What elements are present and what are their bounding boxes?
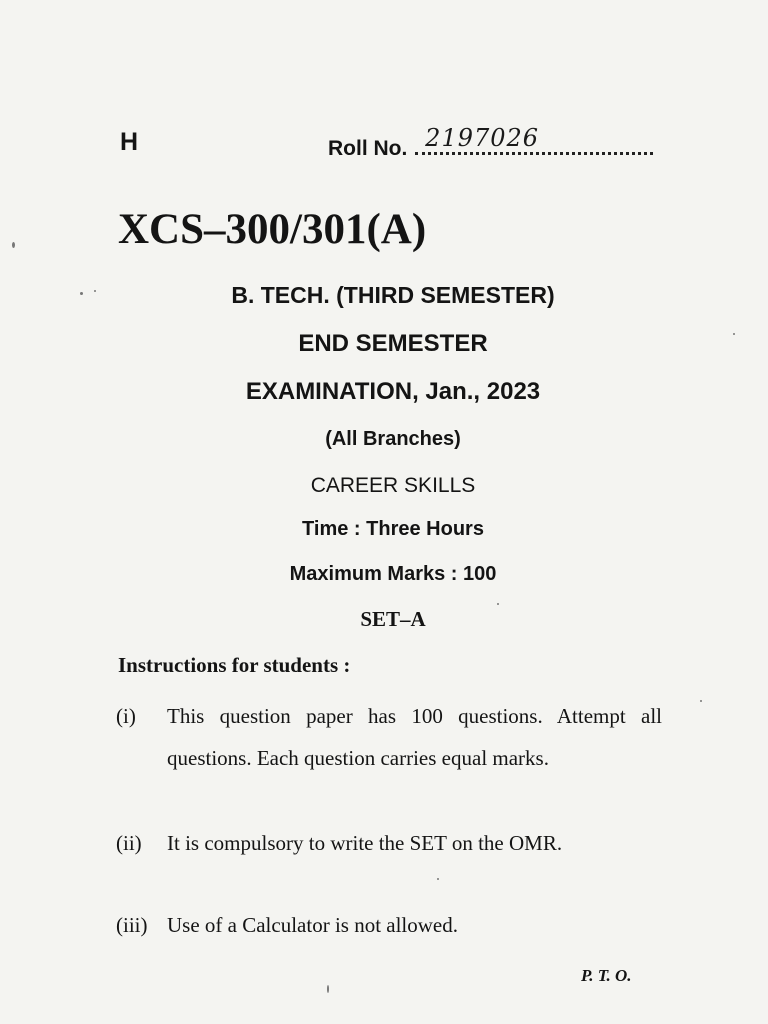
instructions-heading: Instructions for students : bbox=[118, 653, 351, 677]
instruction-item bbox=[116, 904, 662, 946]
scan-speck bbox=[12, 242, 15, 248]
degree-line: B. TECH. (THIRD SEMESTER) bbox=[231, 282, 555, 308]
examination-line: EXAMINATION, Jan., 2023 bbox=[245, 378, 541, 405]
maximum-marks: Maximum Marks : 100 bbox=[289, 563, 497, 585]
instruction-number: (i) bbox=[116, 704, 136, 728]
instruction-text: It is compulsory to write the SET on the OMR. bbox=[167, 831, 563, 855]
end-semester-line: END SEMESTER bbox=[298, 330, 488, 357]
branches-line: (All Branches) bbox=[325, 428, 461, 450]
instruction-number: (ii) bbox=[116, 831, 142, 855]
roll-number-dotted-line bbox=[415, 124, 653, 155]
scan-speck bbox=[733, 333, 735, 335]
scan-speck bbox=[700, 700, 702, 702]
scan-speck bbox=[497, 603, 499, 605]
paper-series-letter: H bbox=[120, 128, 139, 156]
scan-speck bbox=[327, 985, 329, 993]
instruction-item bbox=[116, 822, 662, 864]
time-allowed: Time : Three Hours bbox=[302, 518, 484, 540]
roll-number-handwritten: 2197026 bbox=[425, 124, 540, 152]
instruction-item bbox=[116, 695, 662, 779]
paper-code: XCS–300/301(A) bbox=[118, 206, 427, 253]
instruction-number: (iii) bbox=[116, 913, 148, 937]
instruction-text: This question paper has 100 questions. Attempt all questions. Each question carries equal marks. bbox=[167, 704, 662, 770]
scan-speck bbox=[80, 292, 83, 295]
subject-title: CAREER SKILLS bbox=[310, 474, 476, 497]
set-label: SET–A bbox=[360, 607, 426, 631]
scan-speck bbox=[437, 878, 439, 880]
scan-speck bbox=[94, 290, 96, 292]
roll-number-field bbox=[328, 124, 653, 161]
roll-number-label: Roll No. bbox=[328, 137, 408, 160]
please-turn-over: P. T. O. bbox=[581, 966, 632, 985]
instruction-text: Use of a Calculator is not allowed. bbox=[167, 913, 459, 937]
